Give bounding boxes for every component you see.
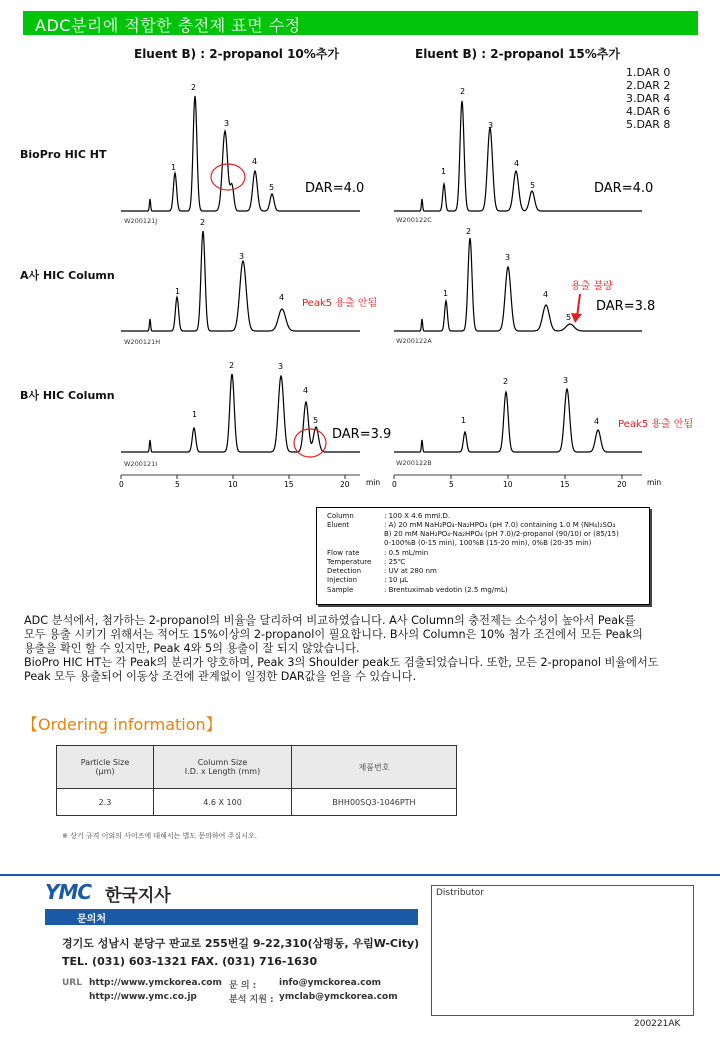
ordering-note: ※ 상기 규격 이외의 사이즈에 대해서는 별도 문의하여 주십시오. [62, 832, 257, 840]
tick-label: 20 [617, 480, 627, 489]
row-label-biopro: BioPro HIC HT [20, 148, 107, 161]
condition-value: : 0.5 mL/min [384, 549, 429, 557]
peak-label: 2 [460, 87, 466, 96]
sample-code: W200122B [396, 459, 432, 467]
dar-value: DAR=3.9 [332, 427, 392, 442]
condition-value: B) 20 mM NaH₂PO₄-Na₂HPO₄ (pH 7.0)/2-propanol (90/10) or (85/15) [384, 530, 619, 538]
peak-label: 4 [303, 386, 309, 395]
tick-label: 0 [392, 480, 397, 489]
peak-label: 2 [229, 361, 235, 370]
description-paragraph [24, 614, 704, 684]
ymc-logo: YMC [45, 880, 92, 904]
peak-label: 1 [171, 163, 177, 172]
tick-label: 10 [228, 480, 238, 489]
condition-key: Injection [327, 576, 358, 584]
peak-label: 1 [461, 416, 467, 425]
distributor-label: Distributor [436, 888, 485, 898]
footer-divider [0, 874, 720, 876]
peak-label: 2 [466, 227, 472, 236]
condition-value: : 10 μL [384, 576, 409, 584]
annotation-not-eluted: Peak5 용출 안됨 [302, 298, 378, 309]
tick-label: 15 [284, 480, 294, 489]
sample-code: W200121J [124, 217, 158, 225]
dar-value: DAR=4.0 [594, 181, 654, 196]
peak-label: 1 [441, 167, 447, 176]
peak-label: 5 [530, 181, 536, 190]
chromatogram-panel [0, 60, 720, 490]
left-column-title: Eluent B) : 2-propanol 10%추가 [134, 47, 339, 61]
condition-key: Detection [327, 567, 362, 575]
inquiry-email[interactable]: info@ymckorea.com [279, 978, 382, 988]
inquiry-label: 문 의 : [229, 981, 257, 991]
axis-unit: min [647, 478, 662, 487]
peak-label: 4 [279, 293, 285, 302]
description-line: 모두 용출 시키기 위해서는 적어도 15%이상의 2-propanol이 필요합니다. B사의 Column은 10% 첨가 조건에서 모든 Peak의 [24, 628, 643, 641]
tick-label: 5 [175, 480, 180, 489]
description-line: 용출을 확인 할 수 있지만, Peak 4와 5의 용출이 잘 되지 않았습니다. [24, 642, 360, 655]
condition-value: : Brentuximab vedotin (2.5 mg/mL) [384, 586, 508, 594]
peak-label: 4 [594, 417, 600, 426]
condition-key: Flow rate [327, 549, 360, 557]
peak-label: 4 [252, 157, 258, 166]
condition-key: Sample [327, 586, 354, 594]
peak-label: 3 [239, 252, 245, 261]
condition-value: : 100 X 4.6 mmI.D. [384, 512, 451, 520]
table-header-cell: Column Size I.D. x Length (mm) [154, 746, 292, 789]
description-line: ADC 분석에서, 첨가하는 2-propanol의 비율을 달리하여 비교하였습니다. A사 Column의 충전제는 소수성이 높아서 Peak를 [24, 614, 636, 627]
dar-legend-item: 4.DAR 6 [626, 105, 671, 118]
arrow-icon [577, 294, 580, 317]
tick-label: 5 [449, 480, 454, 489]
tick-label: 15 [560, 480, 570, 489]
url-link-japan[interactable]: http://www.ymc.co.jp [89, 992, 197, 1002]
chromatogram-trace [121, 231, 360, 331]
condition-value: 0-100%B (0-15 min), 100%B (15-20 min), 0%B (20-35 min) [384, 539, 592, 547]
peak-label: 3 [278, 362, 284, 371]
arrow-head-icon [571, 313, 582, 323]
tick-label: 10 [503, 480, 513, 489]
header-bar [23, 11, 698, 35]
url-label: URL [62, 978, 82, 988]
peak-label: 4 [514, 159, 520, 168]
peak-label: 1 [192, 410, 198, 419]
table-cell: 4.6 X 100 [154, 789, 292, 816]
tick-label: 20 [340, 480, 350, 489]
right-column-title: Eluent B) : 2-propanol 15%추가 [415, 47, 620, 61]
peak-label: 4 [543, 290, 549, 299]
peak-label: 3 [224, 119, 230, 128]
condition-value: : A) 20 mM NaH₂PO₄-Na₂HPO₄ (pH 7.0) containing 1.0 M (NH₄)₂SO₄ [384, 521, 616, 529]
peak-label: 1 [175, 287, 181, 296]
peak-label: 1 [443, 289, 449, 298]
peak-label: 3 [563, 376, 569, 385]
table-cell: BHH00SQ3-1046PTH [292, 789, 457, 816]
sample-code: W200121H [124, 338, 161, 346]
table-cell: 2.3 [57, 789, 154, 816]
description-line: BioPro HIC HT는 각 Peak의 분리가 양호하며, Peak 3의 Shoulder peak도 검출되었습니다. 또한, 모든 2-propanol 비율에서도 [24, 656, 659, 669]
distributor-box [431, 885, 694, 1016]
peak-label: 3 [488, 121, 494, 130]
contact-bar [45, 909, 418, 925]
chromatogram-trace [394, 389, 642, 452]
peak-label: 5 [566, 313, 572, 322]
analysis-email[interactable]: ymclab@ymckorea.com [279, 992, 398, 1002]
dar-legend-item: 2.DAR 2 [626, 79, 671, 92]
ordering-title: 【Ordering information】 [22, 715, 222, 734]
document-number: 200221AK [634, 1019, 681, 1029]
conditions-box [316, 507, 650, 605]
annotation-poor-elution: 용출 불량 [571, 281, 613, 292]
dar-legend-item: 1.DAR 0 [626, 66, 671, 79]
sample-code: W200122C [396, 216, 432, 224]
condition-value: : 25℃ [384, 558, 406, 566]
dar-value: DAR=3.8 [596, 299, 656, 314]
sample-code: W200122A [396, 337, 432, 345]
peak-label: 5 [269, 183, 275, 192]
page-title: ADC분리에 적합한 충전제 표면 수정 [35, 16, 301, 35]
table-header-cell: 제품번호 [292, 746, 457, 789]
dar-value: DAR=4.0 [305, 181, 365, 196]
contact-label: 문의처 [77, 914, 106, 925]
condition-key: Temperature [327, 558, 372, 566]
description-line: Peak 모두 용출되어 이동상 조건에 관계없이 일정한 DAR값을 얻을 수 있습니다. [24, 670, 417, 683]
chromatogram-trace [121, 374, 360, 452]
ordering-table [56, 745, 457, 816]
sample-code: W200121I [124, 460, 158, 468]
phone-fax: TEL. (031) 603-1321 FAX. (031) 716-1630 [62, 955, 318, 968]
peak-label: 3 [505, 253, 511, 262]
table-header-cell: Particle Size (μm) [57, 746, 154, 789]
dar-legend-item: 3.DAR 4 [626, 92, 671, 105]
table-row [57, 789, 457, 816]
dar-legend-item: 5.DAR 8 [626, 118, 671, 131]
condition-key: Eluent [327, 521, 350, 529]
peak-label: 2 [200, 218, 206, 227]
row-label-b-column: B사 HIC Column [20, 389, 115, 402]
analysis-label: 분석 지원 : [229, 995, 274, 1005]
axis-unit: min [366, 478, 381, 487]
tick-label: 0 [119, 480, 124, 489]
table-header-row [57, 746, 457, 789]
branch-name: 한국지사 [105, 886, 171, 906]
annotation-not-eluted: Peak5 용출 안됨 [618, 419, 694, 430]
condition-key: Column [327, 512, 354, 520]
row-label-a-column: A사 HIC Column [20, 269, 115, 282]
peak-label: 5 [313, 416, 319, 425]
condition-value: : UV at 280 nm [384, 567, 437, 575]
url-link-korea[interactable]: http://www.ymckorea.com [89, 978, 222, 988]
address: 경기도 성남시 분당구 판교로 255번길 9-22,310(삼평동, 우림W-City) [62, 937, 420, 950]
peak-label: 2 [191, 83, 197, 92]
peak-label: 2 [503, 377, 509, 386]
